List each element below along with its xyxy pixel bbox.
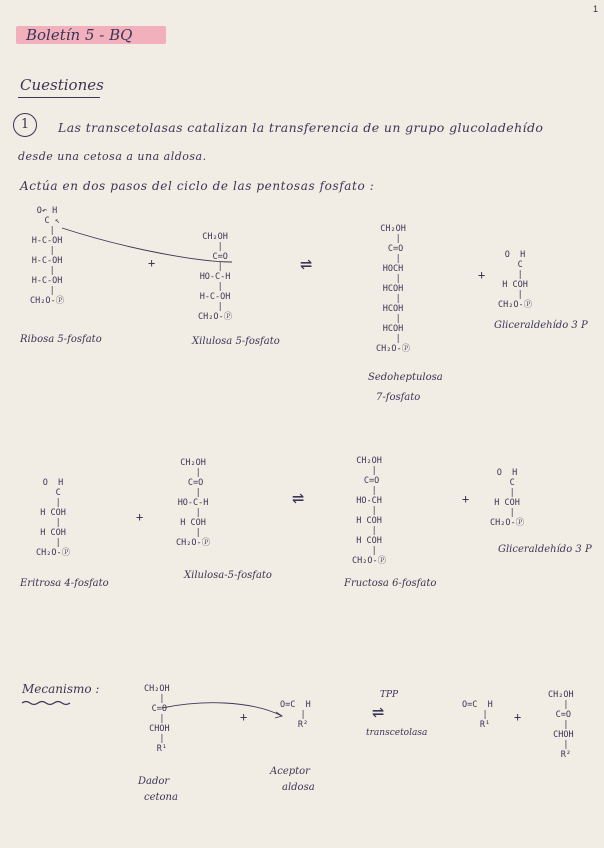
page-number: 1 <box>592 4 598 14</box>
sedoheptulose-label-line2: 7-fosfato <box>376 392 421 403</box>
xylulose-5p-structure: CH₂OH | C=O | HO-C-H | H-C-OH | CH₂O-Ⓟ <box>198 232 233 322</box>
xylulose-5p-label-2: Xilulosa-5-fosfato <box>184 570 272 581</box>
transfer-arrow-1 <box>62 228 232 262</box>
question-line-2: desde una cetosa a una aldosa. <box>18 150 207 163</box>
plus-sign: + <box>462 492 470 506</box>
glyceraldehyde-3p-label: Gliceraldehído 3 P <box>494 320 588 331</box>
fructose-6p-structure: CH₂OH | C=O | HO-CH | H COH | H COH | CH₂O-Ⓟ <box>352 456 387 566</box>
erythrose-4p-structure: O H C | H COH | H COH | CH₂O-Ⓟ <box>36 478 71 558</box>
question-line-1: Las transcetolasas catalizan la transferencia de un grupo glucoladehído <box>58 120 544 135</box>
tpp-cofactor: TPP <box>380 690 399 700</box>
glyceraldehyde-3p-label-2: Gliceraldehído 3 P <box>498 544 592 555</box>
plus-sign: + <box>148 256 156 270</box>
equilibrium-arrow: ⇌ <box>300 251 313 275</box>
plus-sign: + <box>514 710 522 724</box>
glyceraldehyde-3p-structure: O H C | H COH | CH₂O-Ⓟ <box>498 250 533 310</box>
page-title: Boletín 5 - BQ <box>26 26 133 44</box>
equilibrium-arrow: ⇌ <box>292 485 305 509</box>
question-line-3: Actúa en dos pasos del ciclo de las pentosas fosfato : <box>20 179 375 193</box>
acceptor-aldose-structure: O=C H | R² <box>280 700 311 730</box>
acceptor-label-line2: aldosa <box>282 782 315 793</box>
plus-sign: + <box>136 510 144 524</box>
donor-label-line1: Dador <box>138 776 170 787</box>
xylulose-5p-label: Xilulosa 5-fosfato <box>192 336 280 347</box>
section-title: Cuestiones <box>20 76 104 94</box>
product-ketose-structure: CH₂OH | C=O | CHOH | R² <box>548 690 574 760</box>
xylulose-5p-structure-2: CH₂OH | C=O | HO-C-H | H COH | CH₂O-Ⓟ <box>176 458 211 548</box>
donor-ketone-structure: CH₂OH | C=O | CHOH | R¹ <box>144 684 170 754</box>
mechanism-title: Mecanismo : <box>22 682 100 696</box>
sedoheptulose-7p-structure: CH₂OH | C=O | HOCH | HCOH | HCOH | HCOH | CH₂O-Ⓟ <box>376 224 411 354</box>
sedoheptulose-label-line1: Sedoheptulosa <box>368 372 443 383</box>
donor-label-line2: cetona <box>144 792 178 803</box>
equilibrium-arrow: ⇌ <box>372 699 385 723</box>
mechanism-arrow <box>162 703 282 716</box>
plus-sign: + <box>478 268 486 282</box>
glyceraldehyde-3p-structure-2: O H C | H COH | CH₂O-Ⓟ <box>490 468 525 528</box>
fructose-6p-label: Fructosa 6-fosfato <box>344 578 437 589</box>
erythrose-4p-label: Eritrosa 4-fosfato <box>20 578 109 589</box>
plus-sign: + <box>240 710 248 724</box>
acceptor-label-line1: Aceptor <box>270 766 310 777</box>
enzyme-label: transcetolasa <box>366 728 428 738</box>
product-aldose-structure: O=C H | R¹ <box>462 700 493 730</box>
question-number: 1 <box>13 113 37 137</box>
ribose-5p-structure: O↶ H C ↖ | H-C-OH | H-C-OH | H-C-OH | CH₂O-Ⓟ <box>30 206 65 306</box>
ribose-5p-label: Ribosa 5-fosfato <box>20 334 102 345</box>
